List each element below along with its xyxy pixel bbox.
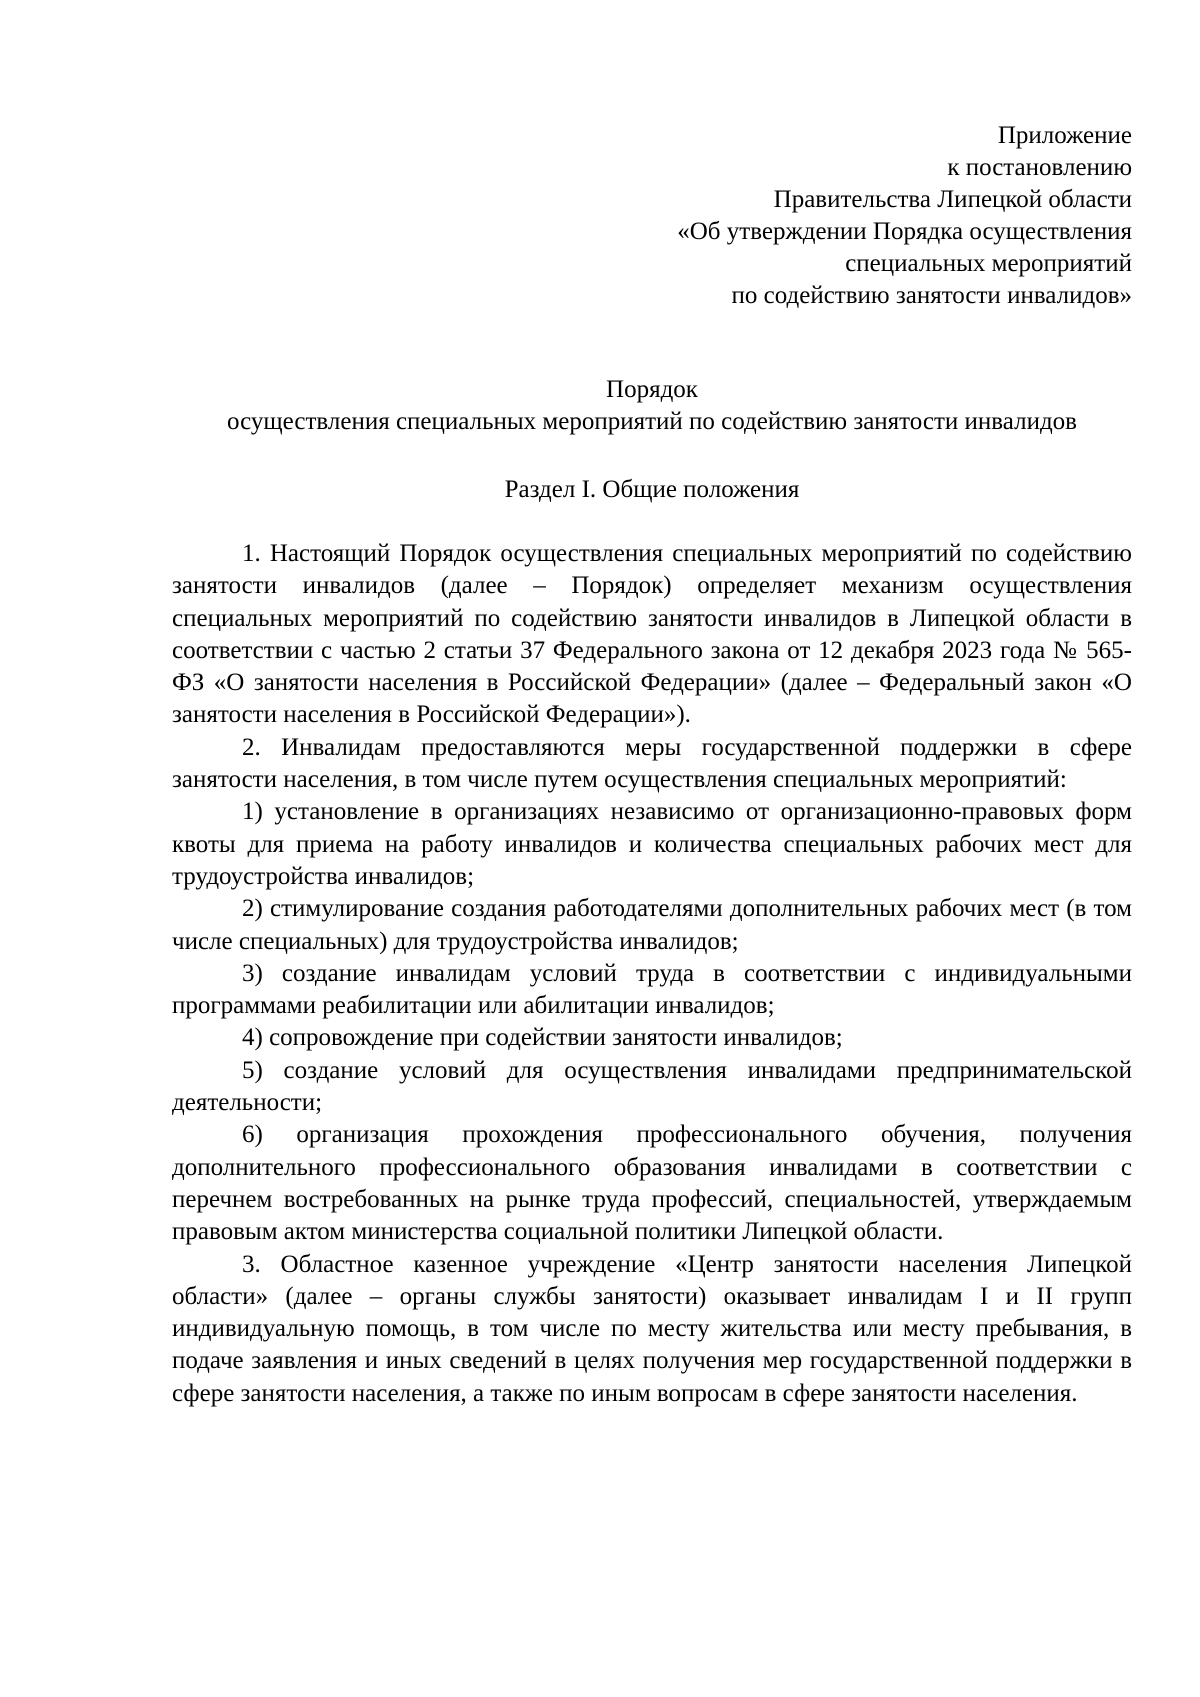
header-line: Правительства Липецкой области <box>773 186 1132 213</box>
document-title <box>172 374 1132 438</box>
list-item-4: 4) сопровождение при содействии занятости инвалидов; <box>242 1024 843 1052</box>
list-item-3: 3) создание инвалидам условий труда в соответствии с индивидуальными программами реабилитации или абилитации инвалидов; <box>172 959 1132 1020</box>
title-line-2: осуществления специальных мероприятий по содействию занятости инвалидов <box>227 408 1077 435</box>
paragraph-3: 3. Областное казенное учреждение «Центр занятости населения Липецкой области» (далее – органы службы занятости) оказывает инвалидам I и II групп индивидуальную помощь, в том числе по месту жительства или месту пребывания, в подаче заявления и иных сведений в целях получения мер государственной поддержки в сфере занятости населения, а также по иным вопросам в сфере занятости населения. <box>172 1250 1132 1407</box>
header-line: к постановлению <box>947 154 1132 181</box>
document-body <box>172 538 1132 1410</box>
list-item-1: 1) установление в организациях независимо от организационно-правовых форм квоты для приема на работу инвалидов и количества специальных рабочих мест для трудоустройства инвалидов; <box>172 798 1132 890</box>
section-heading: Раздел I. Общие положения <box>504 476 800 503</box>
paragraph-1: 1. Настоящий Порядок осуществления специальных мероприятий по содействию занятости инвалидов (далее – Порядок) определяет механизм осуществления специальных мероприятий по содействию занятости инвалидов в Липецкой области в соответствии с частью 2 статьи 37 Федерального закона от 12 декабря 2023 года № 565-ФЗ «О занятости населения в Российской Федерации» (далее – Федеральный закон «О занятости населения в Российской Федерации»). <box>172 540 1132 729</box>
paragraph-2: 2. Инвалидам предоставляются меры государственной поддержки в сфере занятости населения, в том числе путем осуществления специальных мероприятий: <box>172 733 1132 794</box>
header-line: по содействию занятости инвалидов» <box>731 282 1132 309</box>
title-line-1: Порядок <box>606 376 698 403</box>
approval-header <box>432 120 1132 312</box>
list-item-5: 5) создание условий для осуществления инвалидами предпринимательской деятельности; <box>172 1056 1132 1117</box>
header-line: специальных мероприятий <box>845 250 1132 277</box>
list-item-2: 2) стимулирование создания работодателями дополнительных рабочих мест (в том числе специальных) для трудоустройства инвалидов; <box>172 895 1132 955</box>
header-line: Приложение <box>997 122 1132 149</box>
list-item-6: 6) организация прохождения профессионального обучения, получения дополнительного профессионального образования инвалидами в соответствии с перечнем востребованных на рынке труда профессий, специальностей, утверждаемым правовым актом министерства социальной политики Липецкой области. <box>172 1121 1132 1246</box>
header-line: «Об утверждении Порядка осуществления <box>677 218 1132 245</box>
